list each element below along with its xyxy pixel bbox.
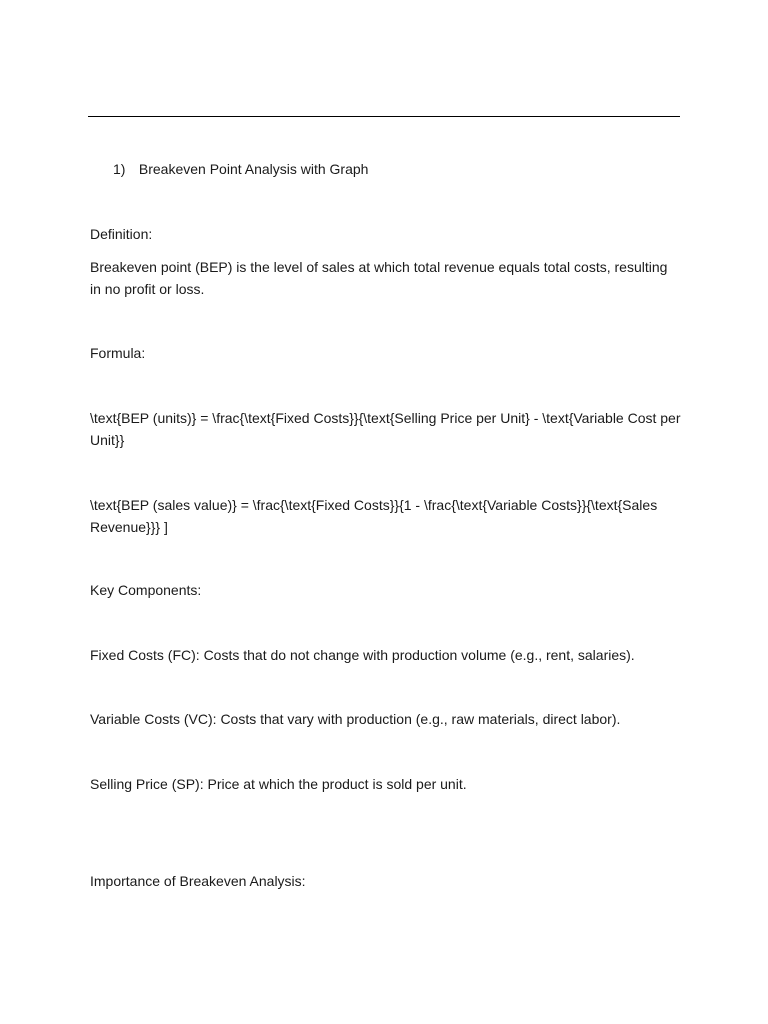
- formula-label: Formula:: [90, 345, 146, 361]
- formula-bep-sales: \text{BEP (sales value)} = \frac{\text{Fixed Costs}}{1 - \frac{\text{Variable Costs}}{\text{Sales Revenue}}} ]: [90, 497, 658, 535]
- key-components-label: Key Components:: [90, 582, 202, 598]
- section-title: Breakeven Point Analysis with Graph: [138, 161, 369, 177]
- formula-bep-units: \text{BEP (units)} = \frac{\text{Fixed Costs}}{\text{Selling Price per Unit} - \text{Variable Cost per Unit}}: [90, 410, 681, 448]
- section-heading: [113, 158, 368, 180]
- importance-label: Importance of Breakeven Analysis:: [90, 873, 306, 889]
- section-number: 1): [113, 161, 126, 177]
- header-divider: [88, 116, 680, 117]
- definition-text: Breakeven point (BEP) is the level of sales at which total revenue equals total costs, resulting in no profit or loss.: [90, 259, 668, 297]
- selling-price-item: Selling Price (SP): Price at which the product is sold per unit.: [90, 776, 467, 792]
- fixed-costs-item: Fixed Costs (FC): Costs that do not change with production volume (e.g., rent, salaries).: [90, 647, 635, 663]
- definition-label: Definition:: [90, 226, 153, 242]
- variable-costs-item: Variable Costs (VC): Costs that vary with production (e.g., raw materials, direct labor).: [90, 711, 621, 727]
